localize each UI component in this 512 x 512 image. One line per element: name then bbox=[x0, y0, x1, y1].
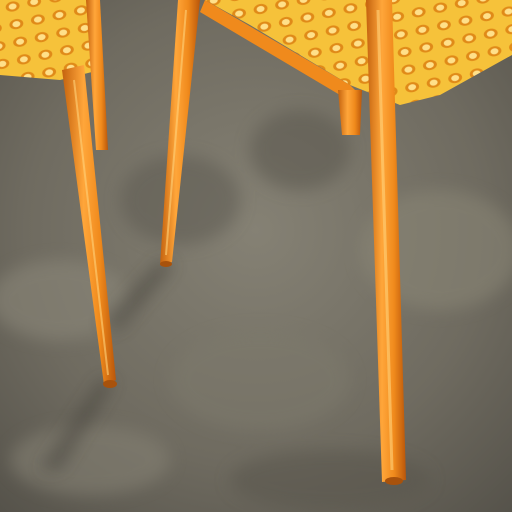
right-leg-tip bbox=[385, 477, 403, 485]
left-leg-tip bbox=[103, 380, 117, 388]
left-chair-seat bbox=[0, 0, 100, 80]
middle-leg-tip bbox=[160, 261, 172, 267]
right-chair-back-leg bbox=[338, 90, 362, 135]
